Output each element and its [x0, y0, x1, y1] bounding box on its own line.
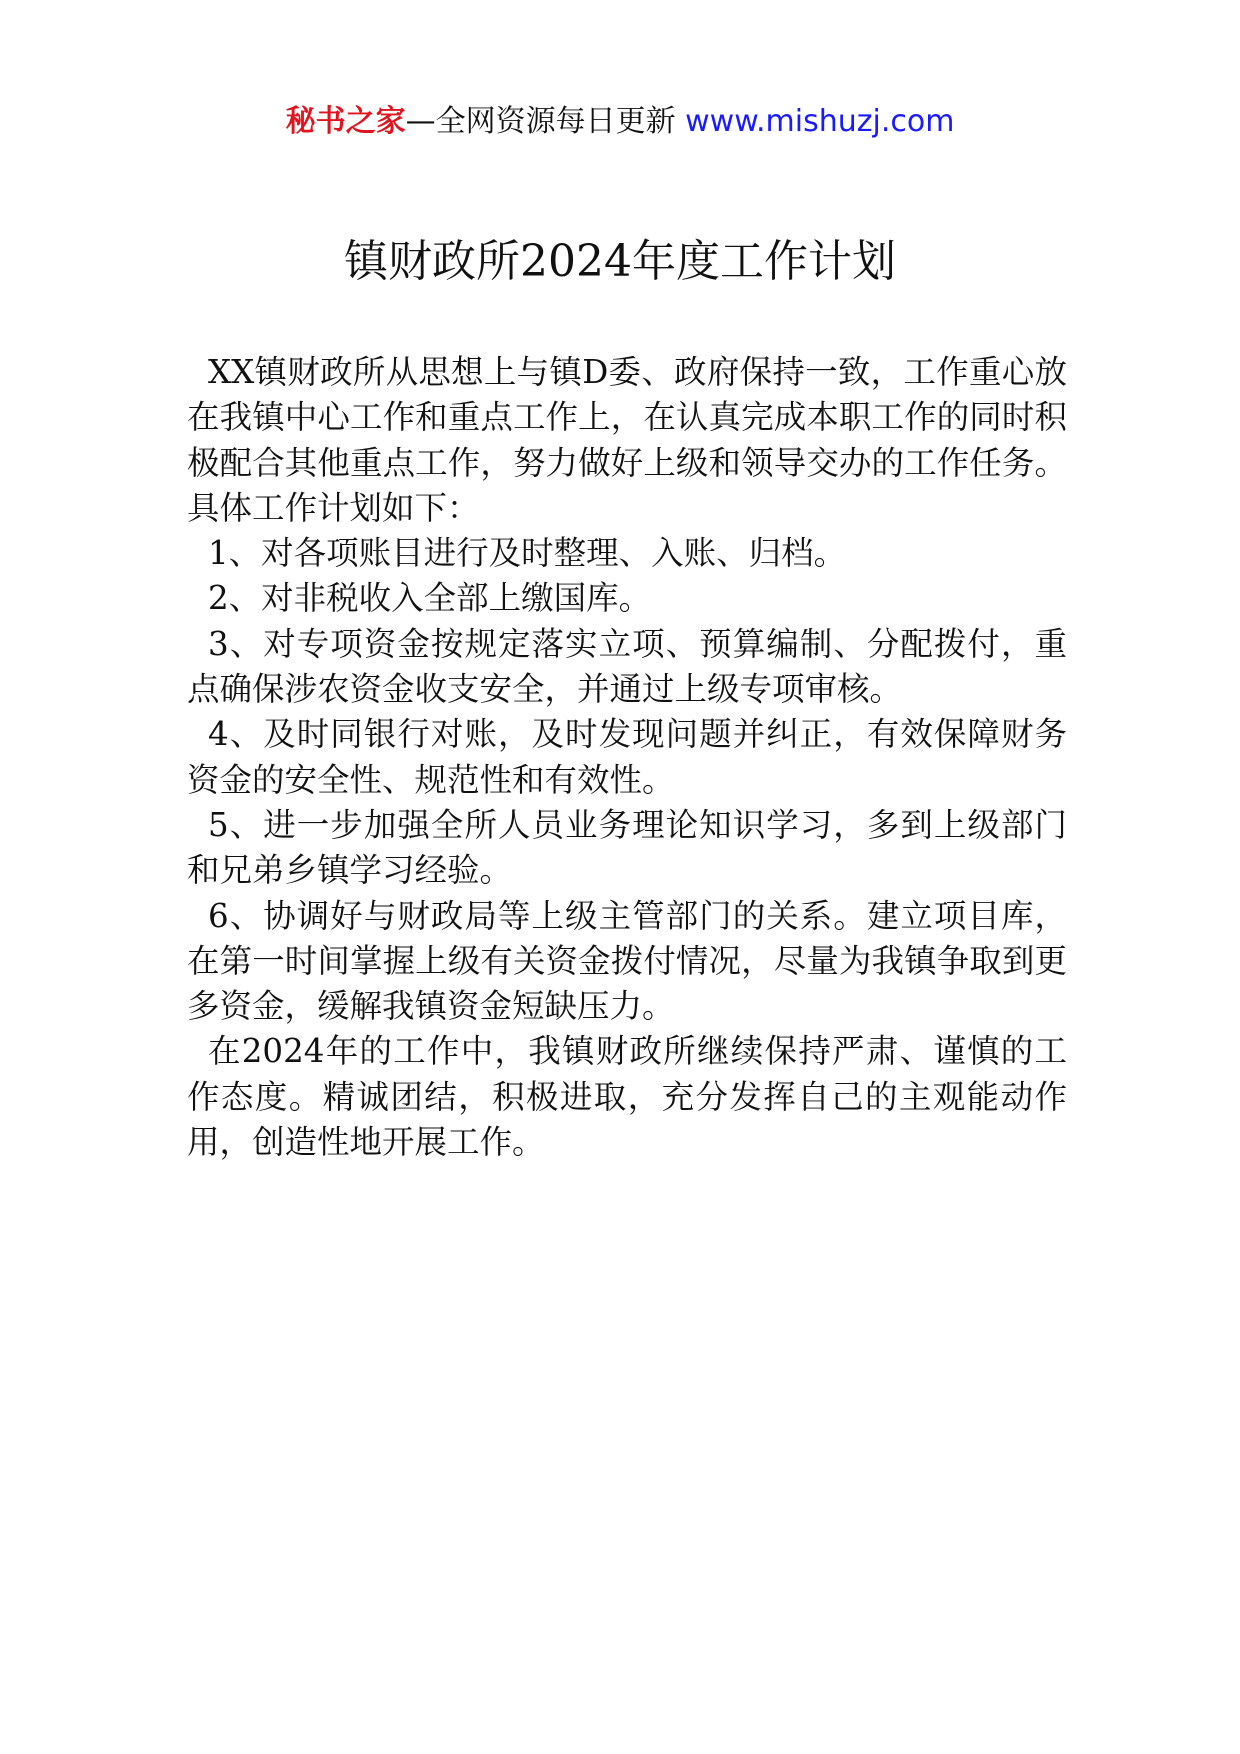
- list-item-6: 6、协调好与财政局等上级主管部门的关系。建立项目库，在第一时间掌握上级有关资金拨付情况，尽量为我镇争取到更多资金，缓解我镇资金短缺压力。: [187, 896, 1067, 1026]
- document-title: 镇财政所2024年度工作计划: [344, 236, 896, 287]
- paragraph-intro: XX镇财政所从思想上与镇D委、政府保持一致，工作重心放在我镇中心工作和重点工作上，在认真完成本职工作的同时积极配合其他重点工作，努力做好上级和领导交办的工作任务。具体工作计划如下：: [187, 353, 1067, 527]
- list-item-1: 1、对各项账目进行及时整理、入账、归档。: [208, 534, 847, 573]
- site-brand: 秘书之家: [285, 104, 406, 139]
- list-item-5: 5、进一步加强全所人员业务理论知识学习，多到上级部门和兄弟乡镇学习经验。: [187, 805, 1067, 890]
- site-url-link[interactable]: www.mishuzj.com: [685, 104, 955, 139]
- list-item-3: 3、对专项资金按规定落实立项、预算编制、分配拨付，重点确保涉农资金收支安全，并通过上级专项审核。: [187, 624, 1067, 709]
- document-body: [187, 350, 1067, 1165]
- site-tagline: —全网资源每日更新: [405, 104, 676, 139]
- site-header: [0, 100, 1240, 144]
- list-item-2: 2、对非税收入全部上缴国库。: [208, 579, 652, 618]
- list-item-4: 4、及时同银行对账，及时发现问题并纠正，有效保障财务资金的安全性、规范性和有效性。: [187, 715, 1067, 799]
- paragraph-conclusion: 在2024年的工作中，我镇财政所继续保持严肃、谨慎的工作态度。精诚团结，积极进取，充分发挥自己的主观能动作用，创造性地开展工作。: [187, 1032, 1067, 1162]
